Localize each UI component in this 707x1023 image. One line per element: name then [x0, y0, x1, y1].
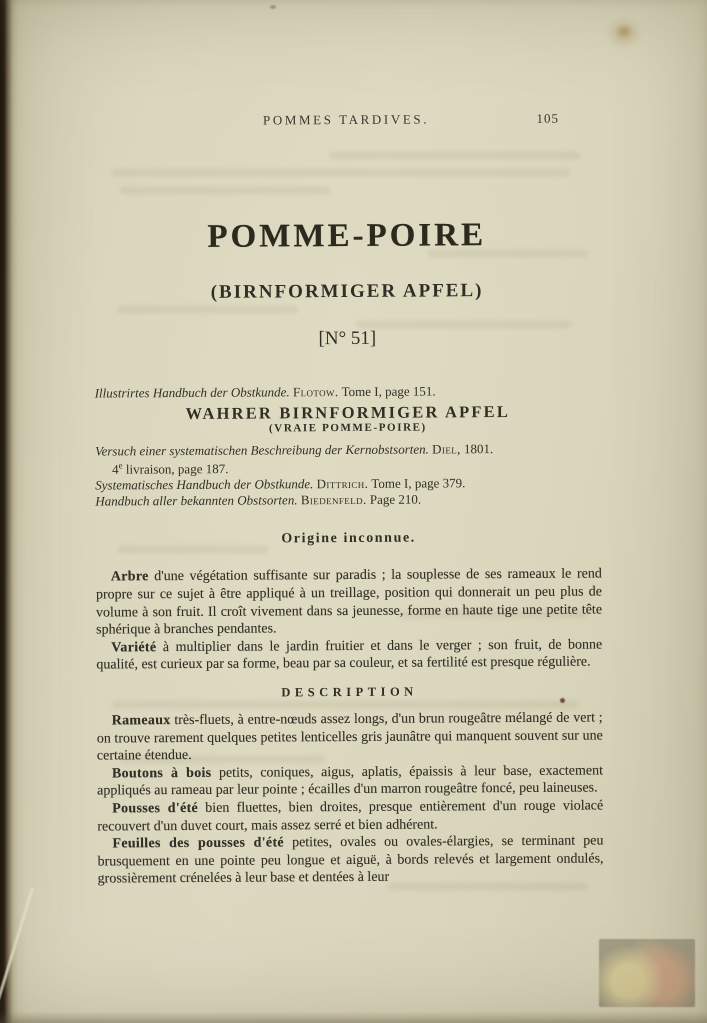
- paragraph-text: d'une végétation suffisante sur paradis ; la souplesse de ses rameaux le rend propre sur ce sujet à être appliqué à un treillage, position qui donnerait un peu plus de volume à son fruit. Il croît vivement dans sa jeunesse, forme en haute tige une petite tête sphérique à branches pendantes.: [95, 566, 603, 638]
- livraison-ordinal: e: [118, 460, 123, 471]
- running-header: [93, 110, 599, 129]
- paragraph-boutons: [97, 762, 603, 800]
- reference-biedenfeld: [95, 490, 601, 509]
- paragraph-arbre: [96, 566, 602, 639]
- paragraph-lead: Feuilles des pousses d'été: [112, 835, 284, 852]
- page-content: [92, 0, 603, 889]
- livraison-number: 4: [112, 462, 119, 478]
- origin-line: Origine inconnue.: [281, 531, 416, 547]
- fruit-photo-watermark: [599, 939, 695, 1007]
- paragraph-pousses: [97, 797, 603, 835]
- livraison-rest: livraison, page 187.: [122, 461, 229, 478]
- paragraph-text: très-fluets, à entre-nœuds assez longs, d'un brun rougeâtre mélangé de vert ; on trouve rarement quelques petites lenticelles gris jaunâtre qui manquent souvent sur une certaine étendue.: [96, 710, 603, 764]
- reference-title: Versuch einer systematischen Beschreibung der Kernobstsorten.: [94, 441, 429, 459]
- synonym-name: WAHRER BIRNFORMIGER APFEL: [185, 401, 511, 423]
- reference-detail: Tome I, page 379.: [371, 475, 466, 492]
- reference-flotow: [95, 382, 601, 401]
- reference-title: Systematisches Handbuch der Obstkunde.: [95, 476, 314, 493]
- paragraph-text: bien fluettes, bien droites, presque entièrement d'un rouge violacé recouvert d'un duvet court, mais assez serré et bien adhérent.: [97, 798, 604, 835]
- paragraph-text: petites, ovales ou ovales-élargies, se terminant peu brusquement en une pointe peu longue et aiguë, à bords relevés et largement ondulés, grossièrement crénelées à leur base et dentées à leur: [97, 833, 604, 887]
- references-block: [95, 382, 602, 509]
- paragraph-lead: Pousses d'été: [112, 800, 199, 817]
- reference-detail: Tome I, page 151.: [341, 383, 436, 400]
- book-binding-edge: [0, 0, 26, 1023]
- running-title: POMMES TARDIVES.: [262, 111, 430, 128]
- variety-subtitle: (BIRNFORMIGER APFEL): [210, 280, 484, 303]
- variety-number: [N° 51]: [318, 327, 377, 350]
- reference-author: Flotow.: [292, 384, 339, 400]
- reference-author: Diel,: [432, 441, 461, 457]
- paragraph-lead: Boutons à bois: [111, 765, 212, 782]
- paragraph-text: à multiplier dans le jardin fruitier et dans le verger ; son fruit, de bonne qualité, est curieux par sa forme, beau par sa couleur, et sa fertilité est presque régulière.: [96, 637, 603, 673]
- paragraph-lead: Variété: [111, 640, 157, 656]
- page-bottom-edge: [0, 1011, 707, 1023]
- reference-title: Handbuch aller bekannten Obstsorten.: [95, 492, 298, 509]
- reference-detail: Page 210.: [369, 491, 422, 507]
- paragraph-lead: Arbre: [110, 569, 149, 585]
- page-number: 105: [536, 110, 560, 126]
- paragraph-text: petits, coniques, aigus, aplatis, épaissis à leur base, exactement appliqués au rameau par leur pointe ; écailles d'un marron rougeâtre foncé, peu laineuses.: [97, 763, 604, 799]
- reference-author: Biedenfeld.: [300, 491, 367, 508]
- reference-detail: 1801.: [463, 440, 494, 457]
- paper-stain: [615, 24, 633, 39]
- reference-author: Dittrich.: [316, 476, 369, 492]
- paragraph-lead: Rameaux: [111, 713, 171, 729]
- variety-title: POMME-POIRE: [207, 217, 487, 255]
- paragraph-feuilles: [97, 833, 603, 889]
- paragraph-rameaux: [97, 709, 603, 765]
- synonym-subname: (VRAIE POMME-POIRE): [268, 421, 427, 435]
- paragraph-variete: [96, 636, 602, 674]
- reference-title: Illustrirtes Handbuch der Obstkunde.: [94, 384, 290, 401]
- description-heading: DESCRIPTION: [281, 684, 418, 700]
